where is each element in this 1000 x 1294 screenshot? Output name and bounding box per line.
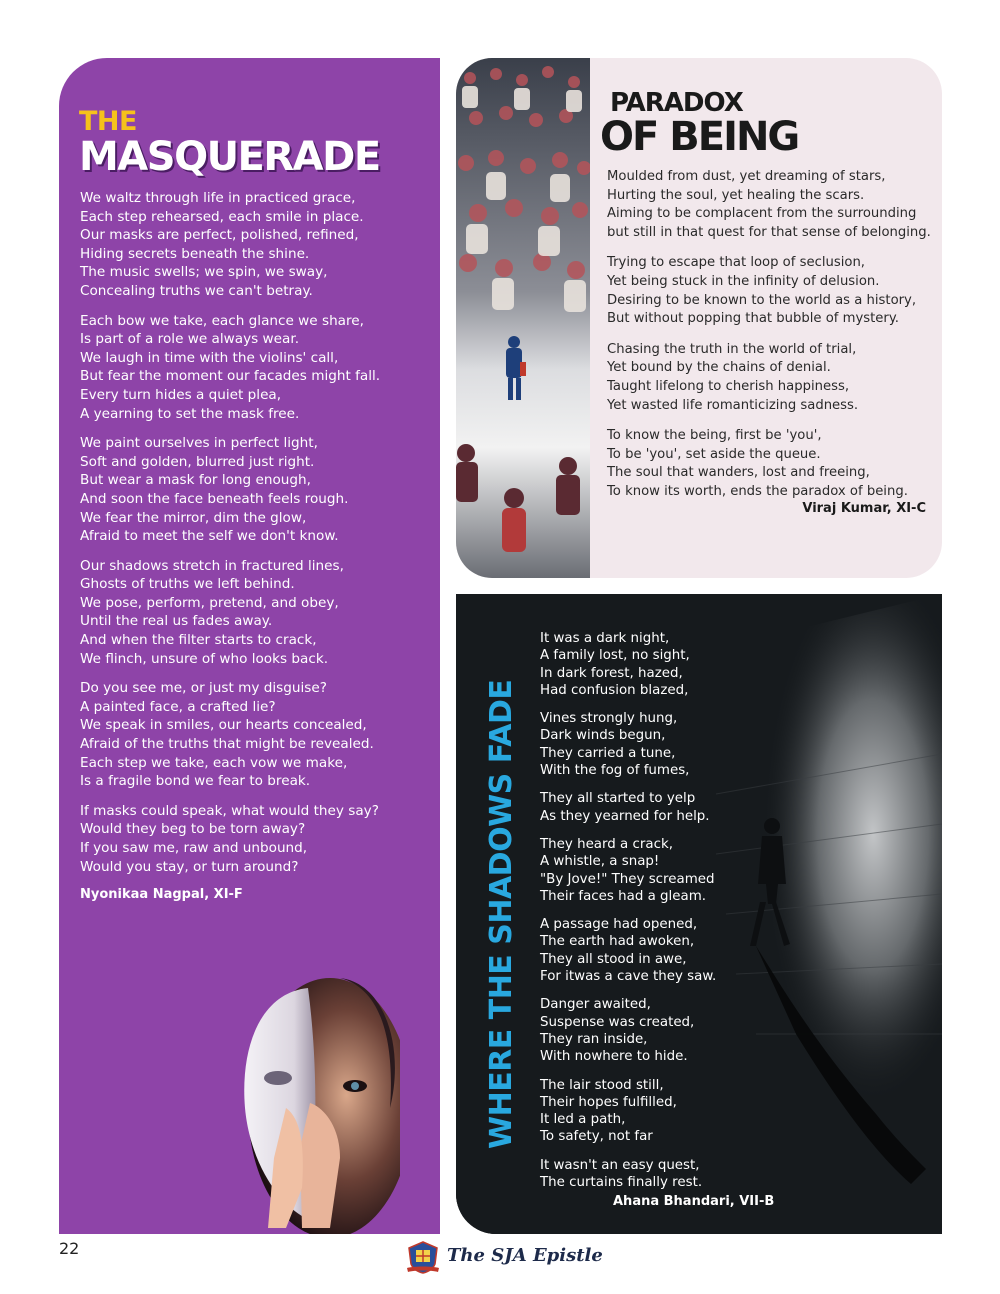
poem-line: The earth had awoken, bbox=[540, 934, 695, 950]
poem-line: If you saw me, raw and unbound, bbox=[80, 840, 308, 856]
stanza bbox=[540, 836, 740, 905]
poem-line: Desiring to be known to the world as a history, bbox=[607, 292, 917, 308]
poem-line: Afraid to meet the self we don't know. bbox=[80, 528, 339, 545]
poem-line: And soon the face beneath feels rough. bbox=[80, 490, 349, 507]
stanza bbox=[540, 916, 740, 985]
stanza bbox=[607, 341, 937, 415]
page-number: 22 bbox=[59, 1239, 80, 1258]
poem-line: Danger awaited, bbox=[540, 997, 651, 1013]
stanza bbox=[80, 312, 430, 424]
poem-line: And when the filter starts to crack, bbox=[80, 632, 317, 649]
poem-line: A passage had opened, bbox=[540, 917, 698, 933]
shadows-author: Ahana Bhandari, VII-B bbox=[613, 1194, 775, 1209]
poem-line: Dark winds begun, bbox=[540, 728, 666, 744]
masquerade-panel bbox=[59, 58, 440, 1234]
magazine-name: The SJA Epistle bbox=[447, 1245, 603, 1266]
poem-line: Suspense was created, bbox=[540, 1014, 695, 1030]
poem-line: We pose, perform, pretend, and obey, bbox=[80, 594, 339, 611]
poem-line: A family lost, no sight, bbox=[540, 648, 690, 664]
poem-line: The soul that wanders, lost and freeing, bbox=[607, 465, 870, 481]
poem-line: Concealing truths we can't betray. bbox=[80, 282, 313, 299]
poem-line: They heard a crack, bbox=[540, 836, 673, 852]
poem-line: Would you stay, or turn around? bbox=[80, 858, 299, 875]
poem-line: Each step we take, each vow we make, bbox=[80, 754, 348, 771]
poem-line: To know its worth, ends the paradox of being. bbox=[607, 483, 908, 499]
poem-line: To be 'you', set aside the queue. bbox=[607, 446, 821, 462]
school-crest-icon bbox=[405, 1240, 441, 1274]
poem-line: Is part of a role we always wear. bbox=[80, 331, 300, 348]
paradox-panel bbox=[456, 58, 942, 578]
poem-line: A yearning to set the mask free. bbox=[80, 405, 300, 422]
poem-line: To safety, not far bbox=[540, 1129, 653, 1145]
stanza bbox=[540, 1077, 740, 1146]
masquerade-author: Nyonikaa Nagpal, XI-F bbox=[80, 887, 243, 903]
poem-line: but still in that quest for that sense of belonging. bbox=[607, 224, 931, 240]
poem-line: Afraid of the truths that might be revealed. bbox=[80, 736, 374, 753]
stanza bbox=[540, 790, 740, 825]
poem-line: Would they beg to be torn away? bbox=[80, 821, 306, 838]
crowd-illustration bbox=[456, 58, 590, 578]
poem-line: It led a path, bbox=[540, 1112, 626, 1128]
poem-line: Each bow we take, each glance we share, bbox=[80, 312, 364, 329]
stanza bbox=[80, 557, 430, 669]
poem-line: Every turn hides a quiet plea, bbox=[80, 386, 282, 403]
stanza bbox=[80, 679, 430, 791]
stanza bbox=[80, 802, 430, 876]
poem-line: With nowhere to hide. bbox=[540, 1049, 688, 1065]
poem-line: Ghosts of truths we left behind. bbox=[80, 576, 295, 593]
poem-line: We flinch, unsure of who looks back. bbox=[80, 650, 329, 667]
poem-line: We speak in smiles, our hearts concealed, bbox=[80, 717, 367, 734]
poem-line: Each step rehearsed, each smile in place. bbox=[80, 208, 364, 225]
masquerade-title-the: THE bbox=[79, 106, 137, 137]
poem-line: We laugh in time with the violins' call, bbox=[80, 349, 339, 366]
poem-line: They all stood in awe, bbox=[540, 951, 687, 967]
poem-line: A whistle, a snap! bbox=[540, 854, 660, 870]
poem-line: Our shadows stretch in fractured lines, bbox=[80, 557, 344, 574]
poem-line: They carried a tune, bbox=[540, 745, 676, 761]
poem-line: Our masks are perfect, polished, refined, bbox=[80, 227, 359, 244]
poem-line: Their hopes fulfilled, bbox=[540, 1094, 677, 1110]
poem-line: But fear the moment our facades might fall. bbox=[80, 368, 381, 385]
shadows-panel bbox=[456, 594, 942, 1234]
poem-line: Until the real us fades away. bbox=[80, 613, 273, 630]
paradox-author: Viraj Kumar, XI-C bbox=[802, 501, 926, 516]
poem-line: Taught lifelong to cherish happiness, bbox=[607, 378, 850, 394]
poem-line: They all started to yelp bbox=[540, 791, 696, 807]
paradox-title-line1: PARADOX bbox=[610, 88, 743, 118]
masquerade-title: MASQUERADE bbox=[79, 134, 380, 180]
shadows-vertical-title: WHERE THE SHADOWS FADE bbox=[484, 679, 519, 1149]
stanza bbox=[540, 710, 740, 779]
stanza bbox=[80, 189, 430, 301]
poem-line: Had confusion blazed, bbox=[540, 682, 689, 698]
poem-line: Is a fragile bond we fear to break. bbox=[80, 773, 311, 790]
shadows-poem bbox=[540, 630, 740, 1202]
poem-line: For itwas a cave they saw. bbox=[540, 969, 717, 985]
stanza bbox=[607, 168, 937, 242]
poem-line: Vines strongly hung, bbox=[540, 711, 678, 727]
poem-line: We paint ourselves in perfect light, bbox=[80, 435, 318, 452]
poem-line: Do you see me, or just my disguise? bbox=[80, 680, 327, 697]
mask-face-illustration bbox=[190, 958, 400, 1234]
paradox-title-line2: OF BEING bbox=[600, 114, 799, 160]
poem-line: A painted face, a crafted lie? bbox=[80, 698, 276, 715]
stanza bbox=[540, 1157, 740, 1192]
poem-line: The music swells; we spin, we sway, bbox=[80, 264, 328, 281]
paradox-poem bbox=[607, 168, 937, 514]
poem-line: The curtains finally rest. bbox=[540, 1175, 703, 1191]
poem-line: They ran inside, bbox=[540, 1031, 648, 1047]
poem-line: Yet bound by the chains of denial. bbox=[607, 360, 831, 376]
poem-line: Hiding secrets beneath the shine. bbox=[80, 245, 310, 262]
poem-line: As they yearned for help. bbox=[540, 808, 710, 824]
masquerade-poem bbox=[80, 189, 430, 902]
poem-line: Yet wasted life romanticizing sadness. bbox=[607, 397, 859, 413]
stanza bbox=[540, 996, 740, 1065]
poem-line: Soft and golden, blurred just right. bbox=[80, 453, 315, 470]
poem-line: But without popping that bubble of mystery. bbox=[607, 311, 899, 327]
poem-line: The lair stood still, bbox=[540, 1077, 664, 1093]
poem-line: We fear the mirror, dim the glow, bbox=[80, 509, 307, 526]
stanza bbox=[607, 427, 937, 501]
poem-line: To know the being, first be 'you', bbox=[607, 428, 822, 444]
stanza bbox=[80, 434, 430, 546]
poem-line: Moulded from dust, yet dreaming of stars, bbox=[607, 169, 886, 184]
poem-line: Yet being stuck in the infinity of delusion. bbox=[607, 273, 880, 289]
poem-line: Chasing the truth in the world of trial, bbox=[607, 341, 857, 357]
stanza bbox=[607, 254, 937, 328]
poem-line: It wasn't an easy quest, bbox=[540, 1157, 700, 1173]
poem-line: Hurting the soul, yet healing the scars. bbox=[607, 187, 865, 203]
poem-line: Aiming to be complacent from the surrounding bbox=[607, 206, 917, 222]
poem-line: Trying to escape that loop of seclusion, bbox=[607, 255, 865, 271]
poem-line: But wear a mask for long enough, bbox=[80, 472, 311, 489]
poem-line: In dark forest, hazed, bbox=[540, 665, 683, 681]
poem-line: If masks could speak, what would they say? bbox=[80, 802, 379, 819]
poem-line: We waltz through life in practiced grace, bbox=[80, 190, 356, 206]
stanza bbox=[540, 630, 740, 699]
poem-line: "By Jove!" They screamed bbox=[540, 871, 715, 887]
poem-line: Their faces had a gleam. bbox=[540, 888, 707, 904]
poem-line: It was a dark night, bbox=[540, 631, 670, 646]
poem-line: With the fog of fumes, bbox=[540, 763, 690, 779]
